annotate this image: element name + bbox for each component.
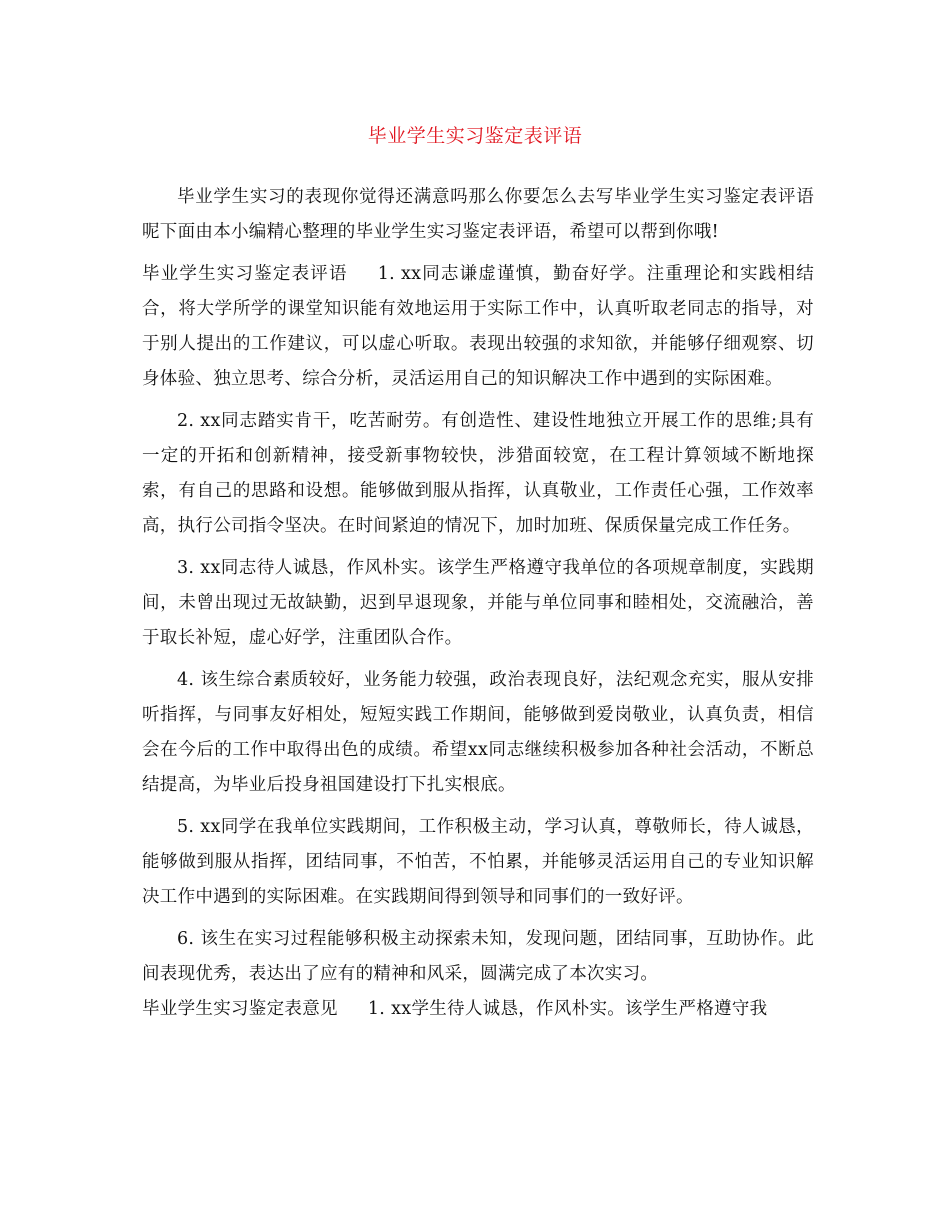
list-item-4 xyxy=(142,663,814,803)
intro-paragraph: 毕业学生实习的表现你觉得还满意吗那么你要怎么去写毕业学生实习鉴定表评语呢下面由本小编精心整理的毕业学生实习鉴定表评语，希望可以帮到你哦! xyxy=(142,187,814,242)
document-body xyxy=(142,180,814,1027)
item-number: 1. xyxy=(377,264,395,284)
list-item-2 xyxy=(142,404,814,544)
document-title: 毕业学生实习鉴定表评语 xyxy=(367,125,583,147)
list-item-6 xyxy=(142,922,814,992)
list-item-5 xyxy=(142,810,814,915)
item-text: xx同志谦虚谨慎，勤奋好学。注重理论和实践相结合，将大学所学的课堂知识能有效地运用于实际工作中，认真听取老同志的指导，对于别人提出的工作建议，可以虚心听取。表现出较强的求知欲，并能够仔细观察、切身体验、独立思考、综合分析，灵活运用自己的知识解决工作中遇到的实际困难。 xyxy=(142,264,814,389)
section2-first-paragraph xyxy=(142,992,814,1027)
item-text: xx同学在我单位实践期间，工作积极主动，学习认真，尊敬师长，待人诚恳，能够做到服从指挥，团结同事，不怕苦，不怕累，并能够灵活运用自己的专业知识解决工作中遇到的实际困难。在实践期间得到领导和同事们的一致好评。 xyxy=(142,817,814,907)
item-number: 3. xyxy=(177,558,195,578)
section2-heading: 毕业学生实习鉴定表意见 xyxy=(142,999,338,1019)
item-number: 4. xyxy=(177,670,195,690)
item-text: 该生综合素质较好，业务能力较强，政治表现良好，法纪观念充实，服从安排听指挥，与同事友好相处，短短实践工作期间，能够做到爱岗敬业，认真负责，相信会在今后的工作中取得出色的成绩。希望xx同志继续积极参加各种社会活动，不断总结提高，为毕业后投身祖国建设打下扎实根底。 xyxy=(142,670,814,795)
item-text: xx学生待人诚恳，作风朴实。该学生严格遵守我 xyxy=(391,999,768,1019)
item-number: 2. xyxy=(177,411,195,431)
section1-heading: 毕业学生实习鉴定表评语 xyxy=(142,264,348,284)
item-text: xx同志踏实肯干，吃苦耐劳。有创造性、建设性地独立开展工作的思维;具有一定的开拓和创新精神，接受新事物较快，涉猎面较宽，在工程计算领域不断地探索，有自己的思路和设想。能够做到服从指挥，认真敬业，工作责任心强，工作效率高，执行公司指令坚决。在时间紧迫的情况下，加时加班、保质保量完成工作任务。 xyxy=(142,411,814,536)
item-number: 1. xyxy=(367,999,386,1019)
item-text: 该生在实习过程能够积极主动探索未知，发现问题，团结同事，互助协作。此间表现优秀，表达出了应有的精神和风采，圆满完成了本次实习。 xyxy=(142,929,814,984)
item-number: 5. xyxy=(177,817,195,837)
item-number: 6. xyxy=(177,929,195,949)
list-item-3 xyxy=(142,551,814,656)
section1-first-paragraph xyxy=(142,257,814,397)
item-text: xx同志待人诚恳，作风朴实。该学生严格遵守我单位的各项规章制度，实践期间，未曾出现过无故缺勤，迟到早退现象，并能与单位同事和睦相处，交流融洽，善于取长补短，虚心好学，注重团队合作。 xyxy=(142,558,814,648)
